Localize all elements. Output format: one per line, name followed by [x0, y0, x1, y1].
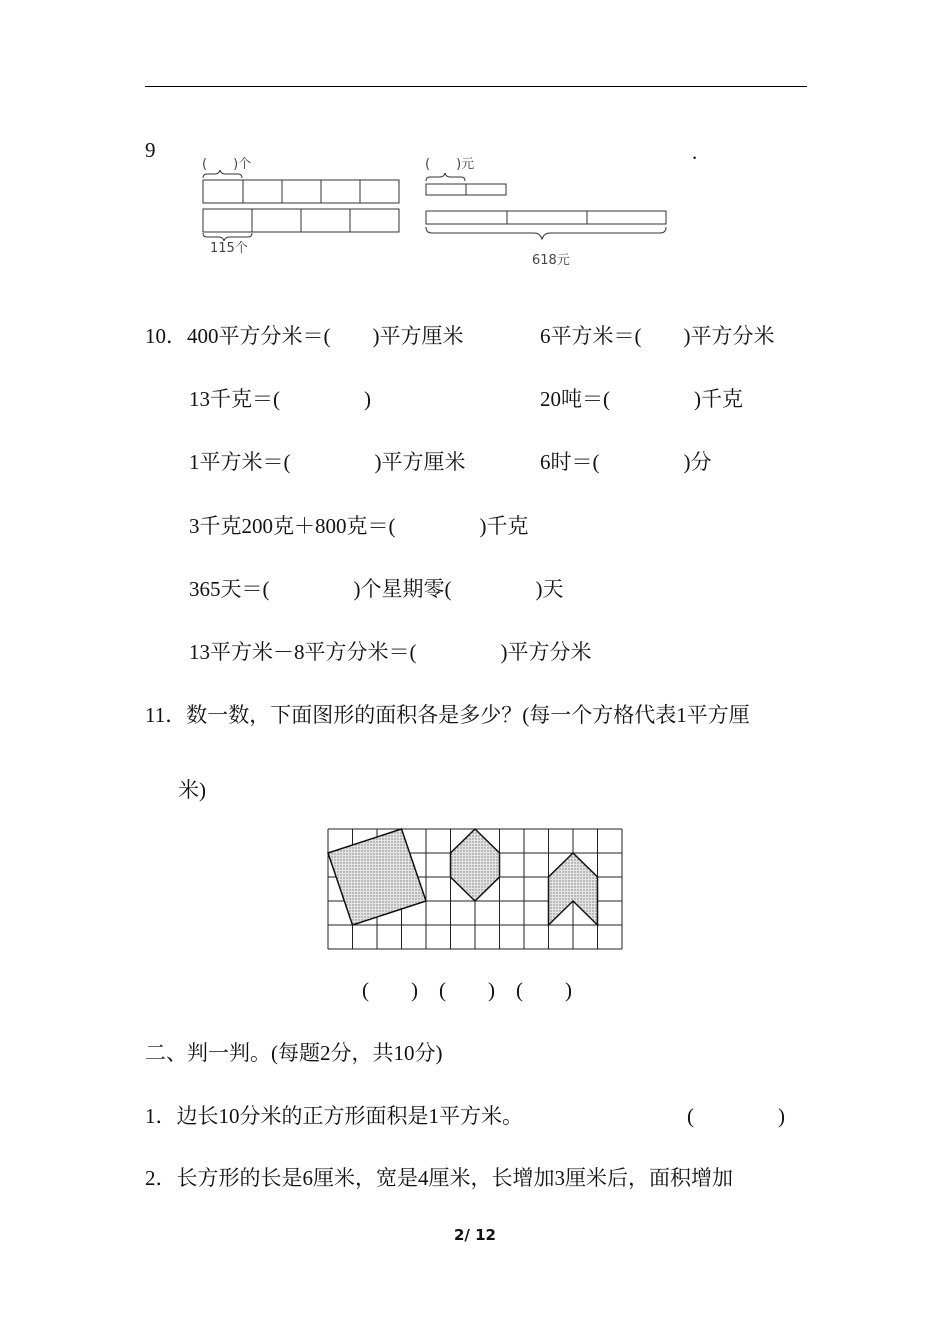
- q10-row4: 3千克200克＋800克＝( )千克: [189, 514, 529, 538]
- q10-row5: 365天＝( )个星期零( )天: [189, 577, 564, 601]
- right-top-brace: [426, 173, 465, 181]
- q10-row1-left: 10．400平方分米＝( )平方厘米: [145, 324, 464, 348]
- question-9-dot: .: [692, 140, 698, 164]
- section2-item2: 2．长方形的长是6厘米，宽是4厘米，长增加3厘米后，面积增加: [145, 1166, 733, 1190]
- section2-item1: 1．边长10分米的正方形面积是1平方米。: [145, 1104, 523, 1128]
- bar-diagram-left: [195, 165, 410, 245]
- bar-diagram-right-bottom-label: 618元: [532, 253, 570, 268]
- bar-diagram-right: [420, 165, 675, 250]
- bar-diagram-left-bottom-label: 115个: [210, 241, 248, 256]
- bar-diagram-right-top-label: ( )元: [425, 157, 475, 172]
- area-grid-figure: [325, 826, 625, 952]
- section2-item1-answer-bracket: ( ): [687, 1104, 785, 1128]
- right-bottom-bar: [426, 211, 666, 224]
- q10-row3-left: 1平方米＝( )平方厘米: [189, 450, 466, 474]
- tilted-square-shape: [328, 829, 426, 925]
- question-9-number: 9: [145, 138, 156, 162]
- hexagon-shape: [451, 829, 500, 901]
- q11-answer-brackets: ( ) ( ) ( ): [362, 978, 572, 1002]
- left-top-bar: [203, 180, 399, 203]
- left-bottom-brace: [203, 233, 252, 241]
- q11-line2: 米): [178, 778, 206, 802]
- q10-row2-right: 20吨＝( )千克: [540, 387, 743, 411]
- q10-row1-right: 6平方米＝( )平方分米: [540, 324, 775, 348]
- header-rule: [145, 86, 807, 87]
- page-number: 2/ 12: [453, 1226, 496, 1244]
- q10-row3-right: 6时＝( )分: [540, 450, 712, 474]
- right-bottom-brace: [426, 227, 666, 239]
- q10-row6: 13平方米－8平方分米＝( )平方分米: [189, 640, 592, 664]
- q11-line1: 11．数一数，下面图形的面积各是多少？(每一个方格代表1平方厘: [145, 703, 750, 727]
- q10-row2-left: 13千克＝( ): [189, 387, 371, 411]
- bar-diagram-left-top-label: ( )个: [202, 157, 252, 172]
- left-top-brace: [203, 170, 242, 178]
- section2-title: 二、判一判。(每题2分，共10分): [145, 1041, 443, 1065]
